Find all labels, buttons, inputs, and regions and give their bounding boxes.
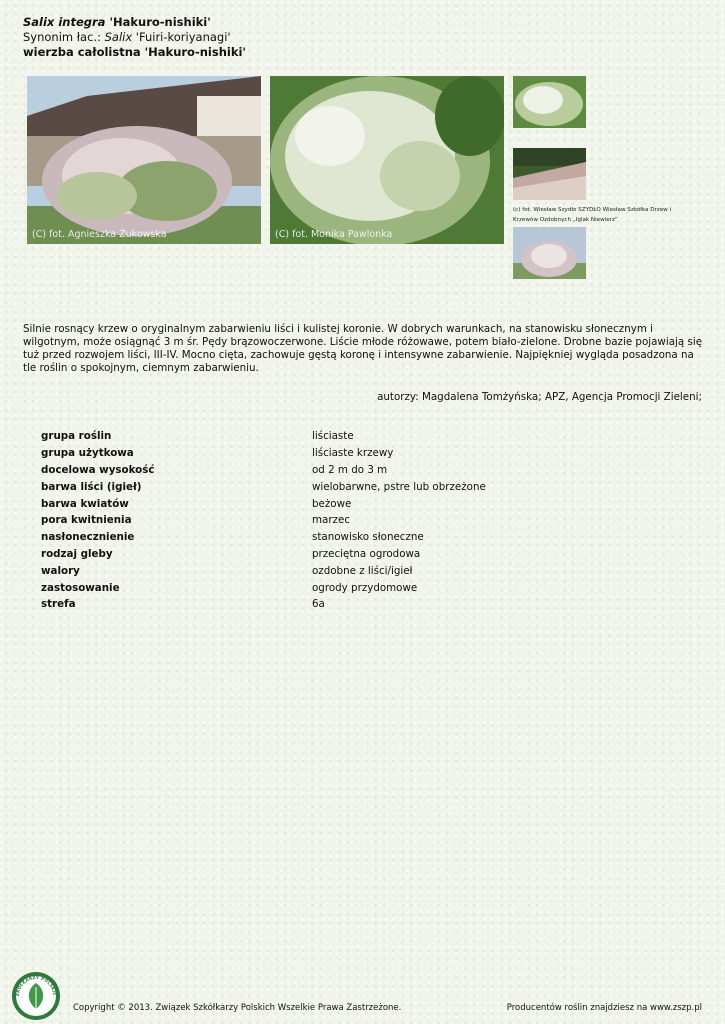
property-value: 6a xyxy=(312,598,325,611)
synonym-line: Synonim łac.: Salix 'Fuiri-koriyanagi' xyxy=(23,30,231,44)
property-value: ogrody przydomowe xyxy=(312,581,418,594)
property-key: rodzaj gleby xyxy=(41,547,113,560)
property-row xyxy=(41,445,486,462)
producers-link[interactable]: Producentów roślin znajdziesz na www.zszp.pl xyxy=(506,1003,702,1013)
property-row xyxy=(41,428,486,445)
photo-shrub-by-house[interactable] xyxy=(27,76,261,244)
footer xyxy=(0,1000,725,1016)
property-key: strefa xyxy=(41,598,76,611)
plant-description: Silnie rosnący krzew o oryginalnym zabarwieniu liści i kulistej koronie. W dobrych warunkach, na stanowisku słonecznym i wilgotnym, może osiągnąć 3 m śr. Pędy brązowoczerwone. Liście młode różowawe, potem biało-zielone. Drobne bazie pojawiają się tuż przed rozwojem liści, III-IV. Mocno cięta, zachowuje gęstą koronę i intensywne zabarwienie. Najpiękniej wygląda posadzona na tle roślin o spokojnym, ciemnym zabarwieniu. xyxy=(23,323,703,374)
property-value: beżowe xyxy=(312,497,352,510)
copyright-text: Copyright © 2013. Związek Szkółkarzy Polskich Wszelkie Prawa Zastrzeżone. xyxy=(73,1003,402,1013)
thumbnail-2-credit: (c) fot. Wiesław Szydło SZYDŁO Wiesław Szkółka Drzew i Krzewów Ozdobnych „Iglak Niewierz” xyxy=(513,207,672,223)
property-key: pora kwitnienia xyxy=(41,514,132,527)
property-key: barwa kwiatów xyxy=(41,497,129,510)
property-row xyxy=(41,596,486,613)
property-row xyxy=(41,546,486,563)
plant-header xyxy=(23,15,246,60)
property-key: grupa użytkowa xyxy=(41,447,134,460)
property-key: nasłonecznienie xyxy=(41,531,135,544)
photo-shrub-by-house-image xyxy=(27,76,261,244)
property-row xyxy=(41,462,486,479)
property-key: grupa roślin xyxy=(41,430,112,443)
property-row xyxy=(41,579,486,596)
property-value: przeciętna ogrodowa xyxy=(312,547,421,560)
property-value: stanowisko słoneczne xyxy=(312,531,424,544)
property-row xyxy=(41,495,486,512)
photo-shrub-closeup-image xyxy=(270,76,504,244)
logo-text: ZKÓŁKARZY POLSKIC xyxy=(14,974,58,997)
photo-shrub-closeup[interactable] xyxy=(270,76,504,244)
property-value: od 2 m do 3 m xyxy=(312,463,388,476)
photo1-credit: (C) fot. Agnieszka Żukowska xyxy=(32,229,167,240)
thumbnail-1-image xyxy=(513,76,586,128)
property-value: liściaste xyxy=(312,430,354,443)
authors-line: autorzy: Magdalena Tomżyńska; APZ, Agencja Promocji Zieleni; xyxy=(377,391,702,403)
property-value: liściaste krzewy xyxy=(312,447,394,460)
thumbnail-1[interactable] xyxy=(513,76,586,128)
polish-name: wierzba całolistna 'Hakuro-nishiki' xyxy=(23,45,246,59)
property-value: marzec xyxy=(312,514,350,527)
property-key: zastosowanie xyxy=(41,581,120,594)
property-row xyxy=(41,478,486,495)
thumbnail-2-image xyxy=(513,148,586,200)
property-key: docelowa wysokość xyxy=(41,463,155,476)
property-value: wielobarwne, pstre lub obrzeżone xyxy=(312,480,486,493)
thumbnail-2[interactable] xyxy=(513,148,586,200)
property-row xyxy=(41,529,486,546)
properties-table xyxy=(41,428,486,613)
photo2-credit: (C) fot. Monika Pawlonka xyxy=(275,229,393,240)
property-row xyxy=(41,512,486,529)
property-key: walory xyxy=(41,564,80,577)
property-row xyxy=(41,562,486,579)
thumbnail-3[interactable] xyxy=(513,227,586,279)
property-key: barwa liści (igieł) xyxy=(41,480,142,493)
thumbnail-3-image xyxy=(513,227,586,279)
property-value: ozdobne z liści/igieł xyxy=(312,564,413,577)
latin-name: Salix integra 'Hakuro-nishiki' xyxy=(23,15,211,29)
